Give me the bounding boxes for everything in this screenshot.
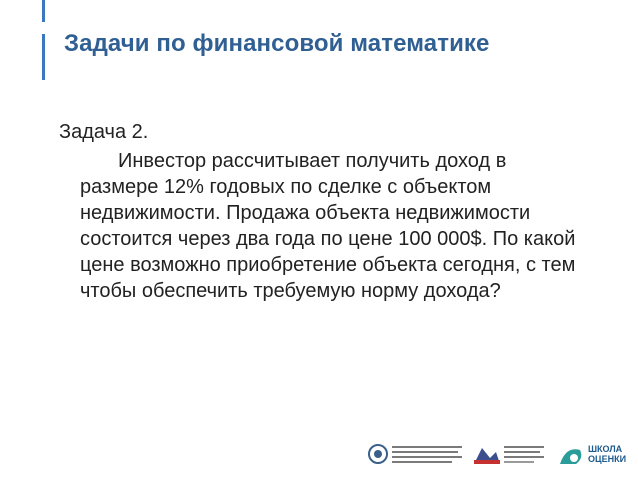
school-of-appraisal-logo bbox=[556, 440, 627, 470]
svg-text:ОЦЕНКИ: ОЦЕНКИ bbox=[588, 454, 627, 464]
assessment-association-logo bbox=[472, 440, 548, 470]
task-label: Задача 2. bbox=[59, 121, 149, 143]
slide-title: Задачи по финансовой математике bbox=[64, 30, 490, 57]
task-text: Инвестор рассчитывает получить доход в размере 12% годовых по сделке с объектом недвижимости. Продажа объекта недвижимости состоится через два года по цене 100 000$. По какой цене возможно приобретение объекта сегодня, с тем чтобы обеспечить требуемую норму дохода? bbox=[80, 150, 576, 302]
svg-text:ШКОЛА: ШКОЛА bbox=[588, 444, 623, 454]
accent-bar-top bbox=[42, 0, 45, 22]
accent-bar-title bbox=[42, 34, 45, 80]
org-emblem-logo bbox=[368, 440, 468, 470]
footer-logos bbox=[368, 440, 628, 470]
